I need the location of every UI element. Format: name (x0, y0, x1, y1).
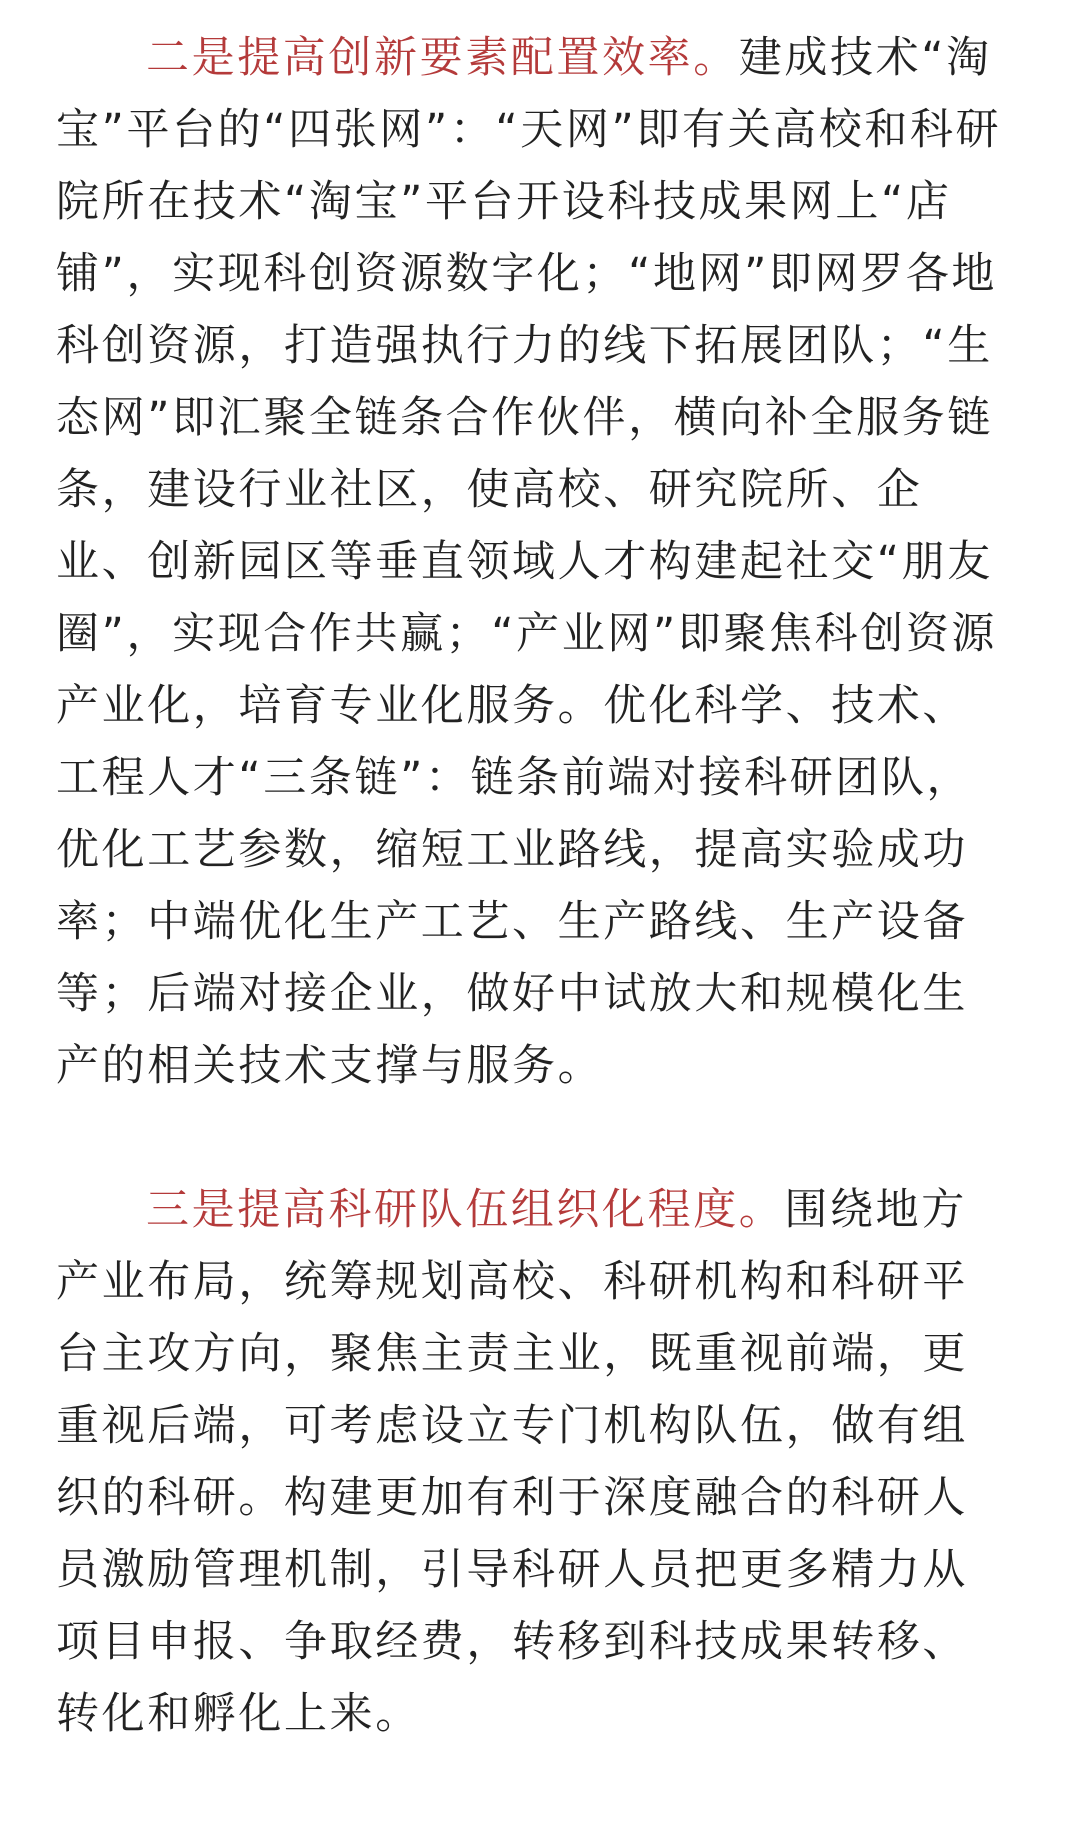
article-body (56, 22, 1024, 1822)
paragraph-line: 院所在技术“淘宝”平台开设科技成果网上“店 (56, 177, 952, 227)
paragraph-line: 优化工艺参数，缩短工业路线，提高实验成功 (56, 825, 968, 875)
paragraph-line: 产的相关技术支撑与服务。 (56, 1041, 604, 1091)
paragraph-line: 率；中端优化生产工艺、生产路线、生产设备 (56, 897, 968, 947)
paragraph-lead-heading: 三是提高科研队伍组织化程度。 (146, 1185, 785, 1235)
paragraph-line (56, 1174, 1024, 1246)
paragraph-line: 业、创新园区等垂直领域人才构建起社交“朋友 (56, 537, 993, 587)
paragraph-innovation-efficiency (56, 22, 1024, 1102)
paragraph-line: 条，建设行业社区，使高校、研究院所、企 (56, 465, 923, 515)
paragraph-line: 科创资源，打造强执行力的线下拓展团队；“生 (56, 321, 993, 371)
paragraph-lead-heading: 二是提高创新要素配置效率。 (146, 33, 739, 83)
paragraph-line: 铺”，实现科创资源数字化；“地网”即网罗各地 (56, 249, 998, 299)
paragraph-line: 产业布局，统筹规划高校、科研机构和科研平 (56, 1257, 968, 1307)
paragraph-line: 员激励管理机制，引导科研人员把更多精力从 (56, 1545, 968, 1595)
paragraph-line: 工程人才“三条链”：链条前端对接科研团队， (56, 753, 973, 803)
paragraph-research-organization (56, 1174, 1024, 1750)
paragraph-line: 转化和孵化上来。 (56, 1689, 421, 1739)
paragraph-line: 圈”，实现合作共赢；“产业网”即聚焦科创资源 (56, 609, 998, 659)
line-text: 围绕地方 (784, 1185, 967, 1235)
paragraph-line: 台主攻方向，聚焦主责主业，既重视前端，更 (56, 1329, 968, 1379)
paragraph-line (56, 22, 1024, 94)
paragraph-line: 项目申报、争取经费，转移到科技成果转移、 (56, 1617, 968, 1667)
paragraph-line: 等；后端对接企业，做好中试放大和规模化生 (56, 969, 968, 1019)
paragraph-line: 宝”平台的“四张网”：“天网”即有关高校和科研 (56, 105, 1002, 155)
line-text: 建成技术“淘 (738, 33, 992, 83)
paragraph-line: 重视后端，可考虑设立专门机构队伍，做有组 (56, 1401, 968, 1451)
paragraph-line: 产业化，培育专业化服务。优化科学、技术、 (56, 681, 968, 731)
paragraph-line: 织的科研。构建更加有利于深度融合的科研人 (56, 1473, 968, 1523)
paragraph-line: 态网”即汇聚全链条合作伙伴，横向补全服务链 (56, 393, 993, 443)
